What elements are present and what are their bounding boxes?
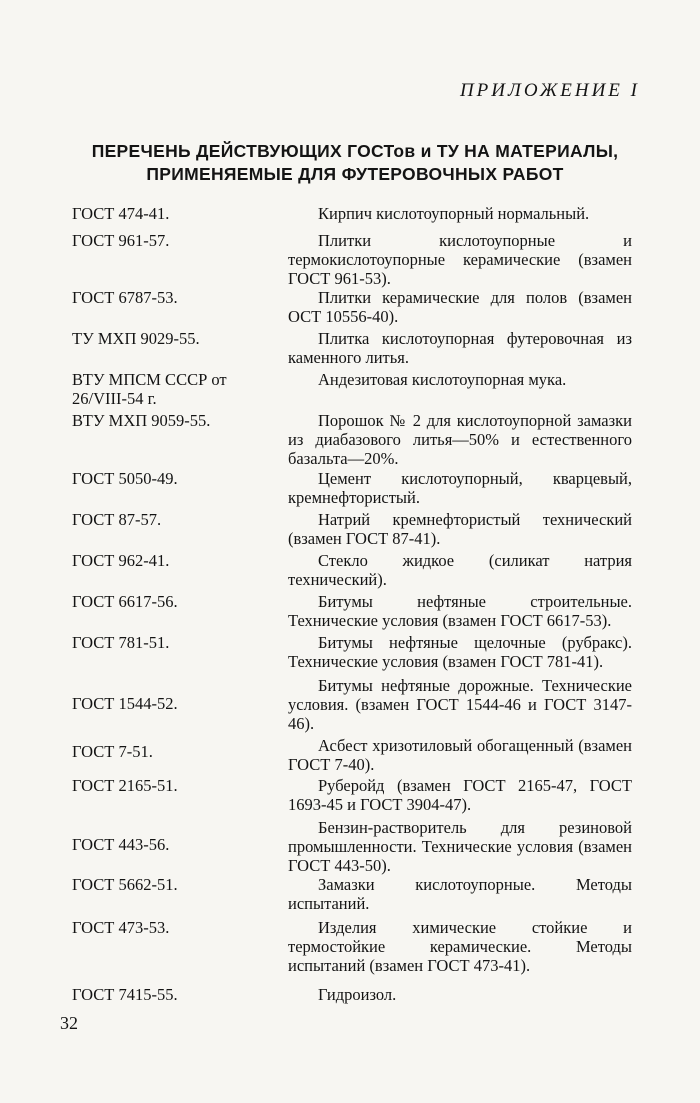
standard-code: ГОСТ 473-53. bbox=[72, 918, 170, 937]
standard-code: ВТУ МПСМ СССР от 26/VIII-54 г. bbox=[72, 370, 227, 408]
standard-code: ГОСТ 1544-52. bbox=[72, 694, 178, 713]
title-line-1: ПЕРЕЧЕНЬ ДЕЙСТВУЮЩИХ ГОСТов и ТУ НА МАТЕРИАЛЫ, bbox=[91, 141, 619, 161]
document-title bbox=[60, 140, 650, 186]
material-description: Цемент кислотоупорный, кварцевый, кремнефтористый. bbox=[288, 469, 632, 507]
standard-code: ГОСТ 7-51. bbox=[72, 742, 153, 761]
material-description: Плитка кислотоупорная футеровочная из каменного литья. bbox=[288, 329, 632, 367]
material-description: Изделия химические стойкие и термостойкие керамические. Методы испытаний (взамен ГОСТ 473-41). bbox=[288, 918, 632, 975]
standard-code: ГОСТ 87-57. bbox=[72, 510, 162, 529]
standard-code: ГОСТ 7415-55. bbox=[72, 985, 178, 1004]
standard-code: ГОСТ 5050-49. bbox=[72, 469, 178, 488]
material-description: Плитки кислотоупорные и термокислотоупорные керамические (взамен ГОСТ 961-53). bbox=[288, 231, 632, 288]
material-description: Битумы нефтяные дорожные. Технические условия. (взамен ГОСТ 1544-46 и ГОСТ 3147-46). bbox=[288, 676, 632, 733]
standard-code: ГОСТ 474-41. bbox=[72, 204, 170, 223]
appendix-label: ПРИЛОЖЕНИЕ I bbox=[459, 80, 640, 101]
material-description: Гидроизол. bbox=[318, 985, 397, 1004]
material-description: Стекло жидкое (силикат натрия технический). bbox=[288, 551, 632, 589]
standard-code: ГОСТ 6617-56. bbox=[72, 592, 178, 611]
standard-code: ГОСТ 962-41. bbox=[72, 551, 170, 570]
standard-code: ГОСТ 443-56. bbox=[72, 835, 170, 854]
material-description: Замазки кислотоупорные. Методы испытаний. bbox=[288, 875, 632, 913]
material-description: Кирпич кислотоупорный нормальный. bbox=[318, 204, 590, 223]
material-description: Натрий кремнефтористый технический (взамен ГОСТ 87-41). bbox=[288, 510, 632, 548]
standard-code: ГОСТ 6787-53. bbox=[72, 288, 178, 307]
standard-code: ВТУ МХП 9059-55. bbox=[72, 411, 211, 430]
material-description: Битумы нефтяные щелочные (рубракс). Технические условия (взамен ГОСТ 781-41). bbox=[288, 633, 632, 671]
standard-code: ГОСТ 781-51. bbox=[72, 633, 170, 652]
material-description: Асбест хризотиловый обогащенный (взамен ГОСТ 7-40). bbox=[288, 736, 632, 774]
material-description: Андезитовая кислотоупорная мука. bbox=[318, 370, 567, 389]
material-description: Битумы нефтяные строительные. Технические условия (взамен ГОСТ 6617-53). bbox=[288, 592, 632, 630]
standard-code: ГОСТ 5662-51. bbox=[72, 875, 178, 894]
standard-code: ТУ МХП 9029-55. bbox=[72, 329, 200, 348]
material-description: Плитки керамические для полов (взамен ОСТ 10556-40). bbox=[288, 288, 632, 326]
title-line-2: ПРИМЕНЯЕМЫЕ ДЛЯ ФУТЕРОВОЧНЫХ РАБОТ bbox=[146, 164, 564, 184]
material-description: Порошок № 2 для кислотоупорной замазки из диабазового литья—50% и естественного базальта—20%. bbox=[288, 411, 632, 468]
material-description: Руберойд (взамен ГОСТ 2165-47, ГОСТ 1693-45 и ГОСТ 3904-47). bbox=[288, 776, 632, 814]
standard-code: ГОСТ 2165-51. bbox=[72, 776, 178, 795]
page-number: 32 bbox=[60, 1013, 78, 1033]
standard-code: ГОСТ 961-57. bbox=[72, 231, 170, 250]
material-description: Бензин-растворитель для резиновой промышленности. Технические условия (взамен ГОСТ 443-50). bbox=[288, 818, 632, 875]
